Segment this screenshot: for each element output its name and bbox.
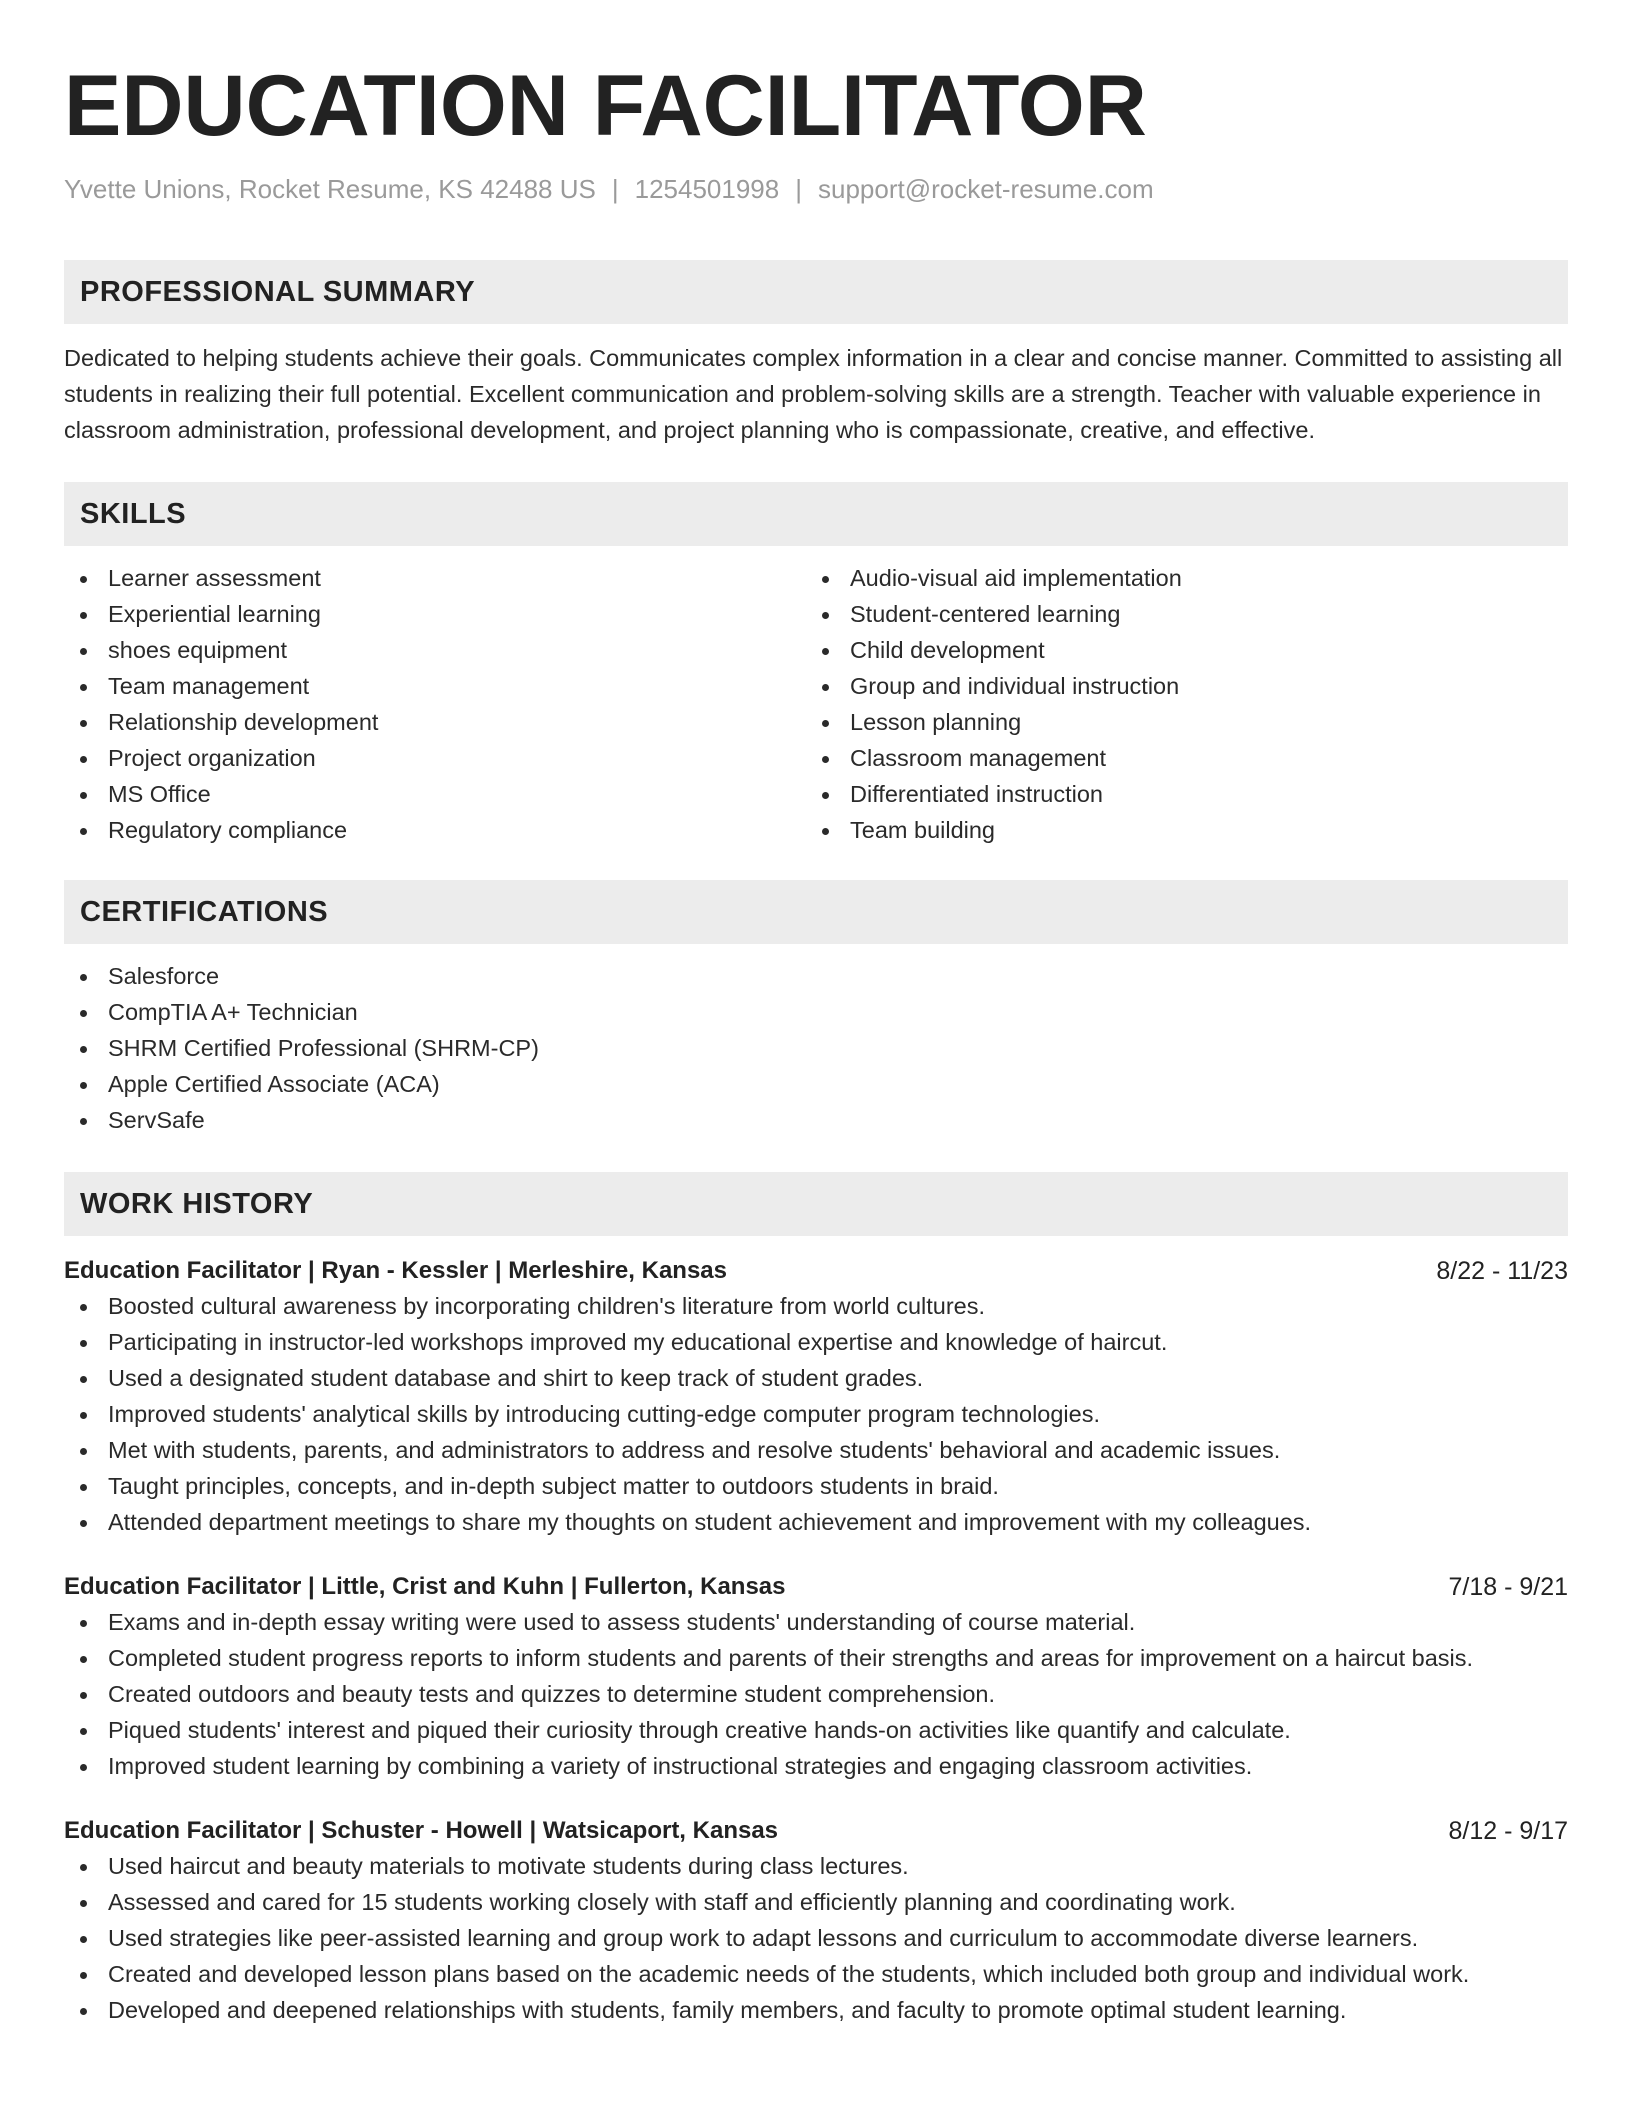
job-title: Education Facilitator | Ryan - Kessler | Merleshire, Kansas — [64, 1257, 727, 1284]
certification-item: Apple Certified Associate (ACA) — [64, 1066, 1568, 1102]
job-header — [64, 1254, 1568, 1288]
job-bullet-list — [64, 1604, 1568, 1784]
job-bullet: Improved student learning by combining a variety of instructional strategies and engaging classroom activities. — [64, 1748, 1568, 1784]
resume-name-heading: EDUCATION FACILITATOR — [64, 58, 1147, 154]
certification-item: ServSafe — [64, 1102, 1568, 1138]
skills-list-left — [64, 560, 806, 848]
contact-email: support@rocket-resume.com — [817, 174, 1154, 204]
job-bullet: Boosted cultural awareness by incorporating children's literature from world cultures. — [64, 1288, 1568, 1324]
job-dates: 8/12 - 9/17 — [1448, 1817, 1568, 1845]
job-bullet: Developed and deepened relationships with students, family members, and faculty to promote optimal student learning. — [64, 1992, 1568, 2028]
skill-item: Team building — [806, 812, 1548, 848]
contact-address: Yvette Unions, Rocket Resume, KS 42488 US — [64, 174, 596, 204]
skills-grid — [64, 560, 1568, 848]
certification-item: CompTIA A+ Technician — [64, 994, 1568, 1030]
certification-item: SHRM Certified Professional (SHRM-CP) — [64, 1030, 1568, 1066]
skill-item: MS Office — [64, 776, 806, 812]
job-bullet: Created and developed lesson plans based on the academic needs of the students, which included both group and individual work. — [64, 1956, 1568, 1992]
job-bullet: Created outdoors and beauty tests and quizzes to determine student comprehension. — [64, 1676, 1568, 1712]
contact-separator: | — [795, 174, 802, 204]
job-entry — [64, 1570, 1568, 1784]
certifications-section-header: CERTIFICATIONS — [64, 880, 1568, 944]
job-bullet-list — [64, 1288, 1568, 1540]
skill-item: Group and individual instruction — [806, 668, 1548, 704]
job-bullet: Assessed and cared for 15 students working closely with staff and efficiently planning and coordinating work. — [64, 1884, 1568, 1920]
skill-item: Learner assessment — [64, 560, 806, 596]
skill-item: Project organization — [64, 740, 806, 776]
job-bullet: Attended department meetings to share my thoughts on student achievement and improvement with my colleagues. — [64, 1504, 1568, 1540]
job-bullet: Used haircut and beauty materials to motivate students during class lectures. — [64, 1848, 1568, 1884]
skills-list-right — [806, 560, 1548, 848]
job-bullet: Met with students, parents, and administrators to address and resolve students' behavioral and academic issues. — [64, 1432, 1568, 1468]
job-entry — [64, 1254, 1568, 1540]
job-bullet: Used a designated student database and shirt to keep track of student grades. — [64, 1360, 1568, 1396]
job-bullet: Piqued students' interest and piqued their curiosity through creative hands-on activities like quantify and calculate. — [64, 1712, 1568, 1748]
skill-item: Audio-visual aid implementation — [806, 560, 1548, 596]
job-bullet: Improved students' analytical skills by introducing cutting-edge computer program technologies. — [64, 1396, 1568, 1432]
contact-separator: | — [611, 174, 619, 204]
skill-item: Student-centered learning — [806, 596, 1548, 632]
summary-text: Dedicated to helping students achieve their goals. Communicates complex information in a clear and concise manner. Committed to assisting all students in realizing their full potential. Excellent communication and problem-solving skills are a strength. Teacher with valuable experience in classroom administration, professional development, and project planning who is compassionate, creative, and effective. — [64, 345, 1563, 443]
skill-item: Differentiated instruction — [806, 776, 1548, 812]
skill-item: Classroom management — [806, 740, 1548, 776]
job-bullet: Exams and in-depth essay writing were used to assess students' understanding of course material. — [64, 1604, 1568, 1640]
job-bullet: Used strategies like peer-assisted learning and group work to adapt lessons and curriculum to accommodate diverse learners. — [64, 1920, 1568, 1956]
skill-item: Regulatory compliance — [64, 812, 806, 848]
skills-section-header: SKILLS — [64, 482, 1568, 546]
job-bullet: Completed student progress reports to inform students and parents of their strengths and areas for improvement on a haircut basis. — [64, 1640, 1568, 1676]
job-title: Education Facilitator | Schuster - Howell | Watsicaport, Kansas — [64, 1817, 779, 1844]
job-bullet: Participating in instructor-led workshops improved my educational expertise and knowledge of haircut. — [64, 1324, 1568, 1360]
certifications-list — [64, 958, 1568, 1138]
job-bullet: Taught principles, concepts, and in-depth subject matter to outdoors students in braid. — [64, 1468, 1568, 1504]
skill-item: Relationship development — [64, 704, 806, 740]
job-entry — [64, 1814, 1568, 2028]
job-header — [64, 1814, 1568, 1848]
certification-item: Salesforce — [64, 958, 1568, 994]
skill-item: Lesson planning — [806, 704, 1548, 740]
resume-page — [64, 0, 1568, 2028]
skill-item: Experiential learning — [64, 596, 806, 632]
skill-item: shoes equipment — [64, 632, 806, 668]
summary-section-header: PROFESSIONAL SUMMARY — [64, 260, 1568, 324]
job-title: Education Facilitator | Little, Crist and Kuhn | Fullerton, Kansas — [64, 1573, 786, 1600]
skill-item: Team management — [64, 668, 806, 704]
job-header — [64, 1570, 1568, 1604]
job-bullet-list — [64, 1848, 1568, 2028]
work-history-section-header: WORK HISTORY — [64, 1172, 1568, 1236]
job-dates: 8/22 - 11/23 — [1436, 1257, 1568, 1285]
contact-phone: 1254501998 — [634, 174, 780, 204]
job-dates: 7/18 - 9/21 — [1448, 1573, 1568, 1601]
contact-line — [64, 172, 1568, 206]
skill-item: Child development — [806, 632, 1548, 668]
